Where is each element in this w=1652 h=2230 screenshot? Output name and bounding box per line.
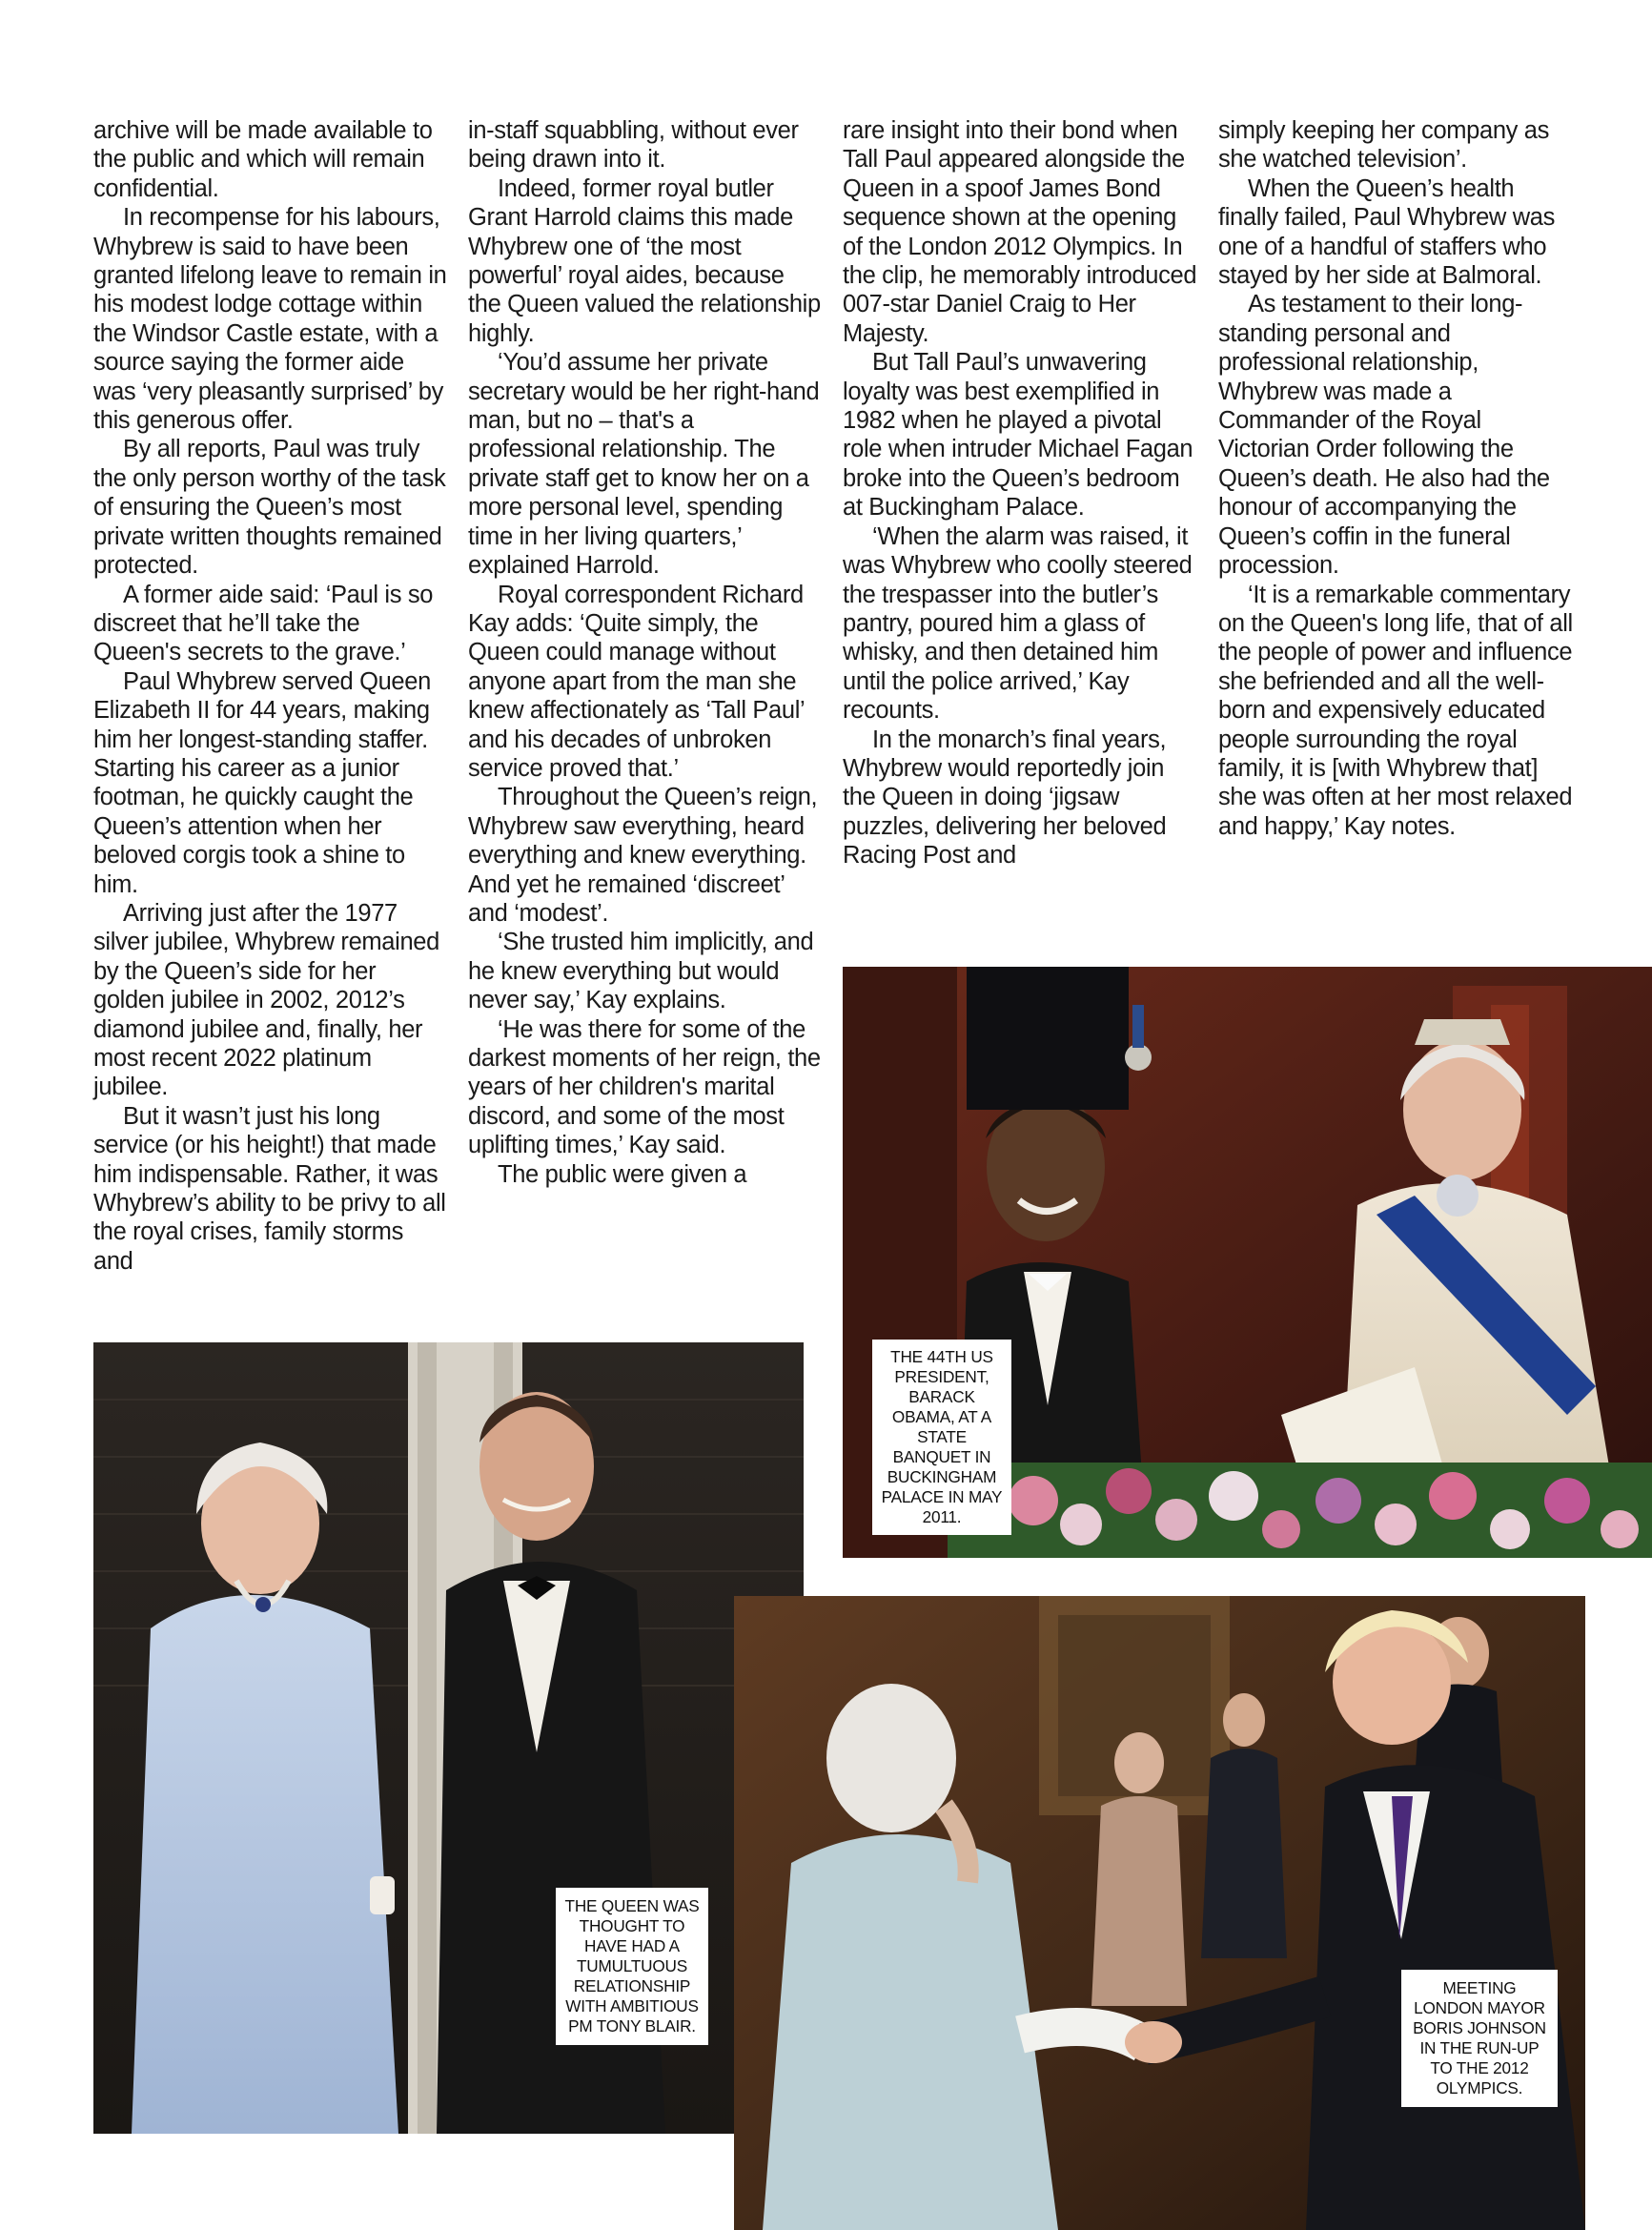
article-column-1 <box>93 116 448 1276</box>
paragraph: Paul Whybrew served Queen Elizabeth II for 44 years, making him her longest-standing staffer. Starting his career as a junior footman, he quickly caught the Queen’s attention when her beloved corgis took a shine to him. <box>93 667 431 898</box>
paragraph: As testament to their long-standing personal and professional relationship, Whybrew was made a Commander of the Royal Victorian Order following the Queen’s death. He also had the honour of accompanying the Queen’s coffin in the funeral procession. <box>1218 291 1550 580</box>
paragraph: rare insight into their bond when Tall Paul appeared alongside the Queen in a spoof James Bond sequence shown at the opening of the London 2012 Olympics. In the clip, he memorably introduced 007-star Daniel Craig to Her Majesty. <box>843 117 1197 347</box>
paragraph: When the Queen’s health finally failed, Paul Whybrew was one of a handful of staffers who stayed by her side at Balmoral. <box>1218 174 1556 290</box>
article-column-2 <box>468 116 823 1189</box>
paragraph: ‘You’d assume her private secretary would be her right-hand man, but no – that's a professional relationship. The private staff get to know her on a more personal level, spending time in her living quarters,’ explained Harrold. <box>468 349 820 580</box>
paragraph: The public were given a <box>498 1160 747 1188</box>
johnson-photo-caption: MEETING LONDON MAYOR BORIS JOHNSON IN THE RUN-UP TO THE 2012 OLYMPICS. <box>1401 1970 1558 2107</box>
paragraph: simply keeping her company as she watched television’. <box>1218 117 1550 174</box>
blair-photo-caption: THE QUEEN WAS THOUGHT TO HAVE HAD A TUMULTUOUS RELATIONSHIP WITH AMBITIOUS PM TONY BLAIR. <box>556 1888 708 2045</box>
paragraph: ‘It is a remarkable commentary on the Queen's long life, that of all the people of power and influence she befriended and all the well-born and expensively educated people surrounding the royal family, it is [with Whybrew that] she was often at her most relaxed and happy,’ Kay notes. <box>1218 581 1573 840</box>
paragraph: ‘She trusted him implicitly, and he knew everything but would never say,’ Kay explains. <box>468 929 814 1014</box>
article-column-3 <box>843 116 1197 870</box>
paragraph: in-staff squabbling, without ever being drawn into it. <box>468 117 799 174</box>
paragraph: archive will be made available to the public and which will remain confidential. <box>93 117 433 202</box>
paragraph: Throughout the Queen’s reign, Whybrew saw everything, heard everything and knew everything. And yet he remained ‘discreet’ and ‘modest’. <box>468 784 818 927</box>
paragraph: Arriving just after the 1977 silver jubilee, Whybrew remained by the Queen’s side for her golden jubilee in 2002, 2012’s diamond jubilee and, finally, her most recent 2022 platinum jubilee. <box>93 899 439 1101</box>
paragraph: Indeed, former royal butler Grant Harrold claims this made Whybrew one of ‘the most powerful’ royal aides, because the Queen valued the relationship highly. <box>468 174 821 347</box>
paragraph: But Tall Paul’s unwavering loyalty was best exemplified in 1982 when he played a pivotal role when intruder Michael Fagan broke into the Queen’s bedroom at Buckingham Palace. <box>843 349 1193 522</box>
obama-photo-caption: THE 44TH US PRESIDENT, BARACK OBAMA, AT A STATE BANQUET IN BUCKINGHAM PALACE IN MAY 2011. <box>872 1340 1011 1535</box>
paragraph: But it wasn’t just his long service (or his height!) that made him indispensable. Rather, it was Whybrew’s ability to be privy to all the royal crises, family storms and <box>93 1102 446 1275</box>
paragraph: ‘He was there for some of the darkest moments of her reign, the years of her children's marital discord, and some of the most uplifting times,’ Kay said. <box>468 1015 821 1159</box>
paragraph: In the monarch’s final years, Whybrew would reportedly join the Queen in doing ‘jigsaw puzzles, delivering her beloved Racing Post and <box>843 726 1167 869</box>
paragraph: ‘When the alarm was raised, it was Whybrew who coolly steered the trespasser into the butler’s pantry, poured him a glass of whisky, and then detained him until the police arrived,’ Kay recounts. <box>843 522 1193 725</box>
article-column-4 <box>1218 116 1573 841</box>
paragraph: By all reports, Paul was truly the only person worthy of the task of ensuring the Queen’s most private written thoughts remained protected. <box>93 436 446 580</box>
paragraph: A former aide said: ‘Paul is so discreet that he’ll take the Queen's secrets to the grave.’ <box>93 581 434 666</box>
paragraph: In recompense for his labours, Whybrew is said to have been granted lifelong leave to remain in his modest lodge cottage within the Windsor Castle estate, with a source saying the former aide was ‘very pleasantly surprised’ by this generous offer. <box>93 204 447 435</box>
paragraph: Royal correspondent Richard Kay adds: ‘Quite simply, the Queen could manage without anyone apart from the man she knew affectionately as ‘Tall Paul’ and his decades of unbroken service proved that.’ <box>468 581 805 782</box>
reception-photo <box>734 1596 1585 2230</box>
